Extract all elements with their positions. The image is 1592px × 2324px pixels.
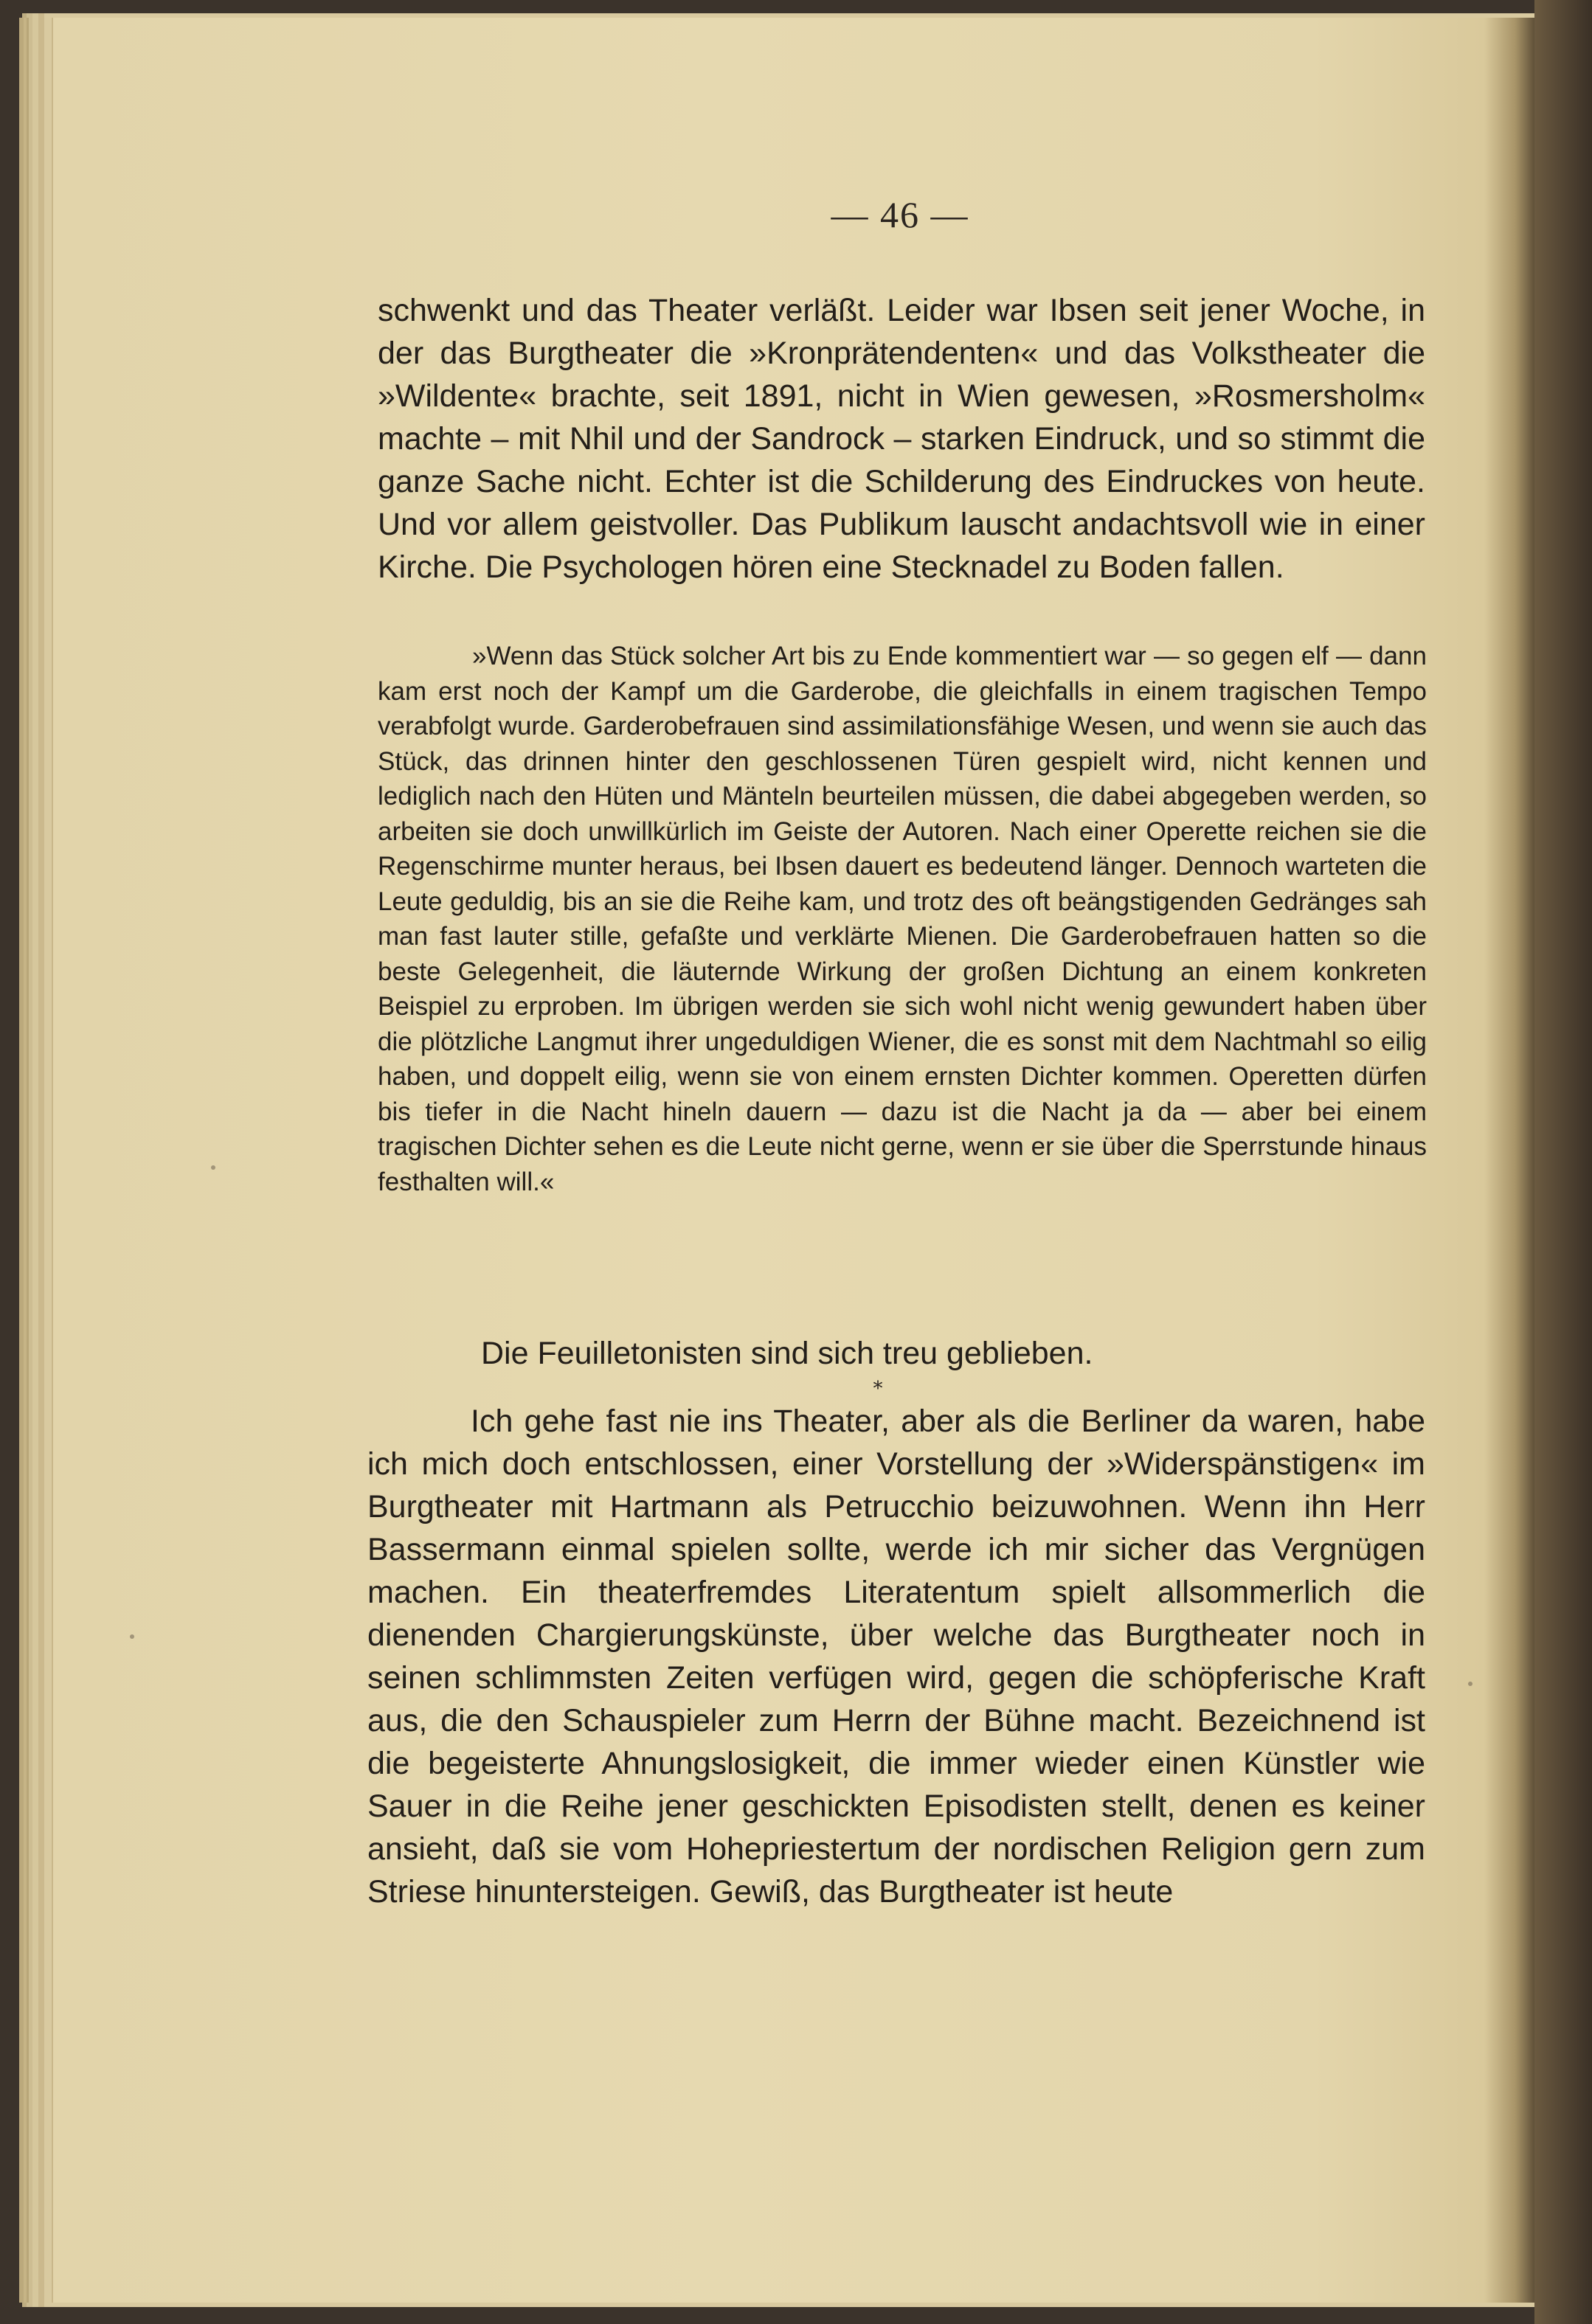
paragraph-2: Die Feuilletonisten sind sich treu geblieben. [481, 1336, 1093, 1371]
page-gutter-shadow [1484, 18, 1536, 2303]
paper-speck [130, 1634, 134, 1639]
quote-block [378, 639, 1427, 1199]
page-number: — 46 — [831, 194, 969, 235]
paragraph-1: schwenkt und das Theater verläßt. Leider war Ibsen seit jener Woche, in der das Burgtheater die »Kronprätendenten« und das Volkstheater die »Wildente« brachte, seit 1891, nicht in Wien gewesen, »Rosmersholm« machte – mit Nhil und der Sandrock – starken Eindruck, und so stimmt die ganze Sache nicht. Echter ist die Schilderung des Eindruckes von heute. Und vor allem geistvoller. Das Publikum lauscht andachtsvoll wie in einer Kirche. Die Psychologen hören eine Stecknadel zu Boden fallen. [378, 293, 1425, 585]
paper-speck [211, 1165, 215, 1170]
book-spine [1534, 0, 1592, 2324]
quote-paragraph: »Wenn das Stück solcher Art bis zu Ende kommentiert war — so gegen elf — dann kam erst noch der Kampf um die Garderobe, die gleichfalls in einem tragischen Tempo verabfolgt wurde. Garderobefrauen sind assimilationsfähige Wesen, und wenn sie auch das Stück, das drinnen hinter den geschlossenen Türen gespielt wird, nicht kennen und lediglich nach den Hüten und Mänteln beurteilen müssen, die dabei abgegeben werden, so arbeiten sie doch unwillkürlich im Geiste der Autoren. Nach einer Operette reichen sie die Regenschirme munter heraus, bei Ibsen dauert es bedeutend länger. Dennoch warteten die Leute geduldig, bis an sie die Reihe kam, und trotz des oft beängstigenden Gedränges sah man fast lauter stille, gefaßte und verklärte Mienen. Die Garderobefrauen hatten so die beste Gelegenheit, die läuternde Wirkung der großen Dichtung an einem konkreten Beispiel zu erproben. Im übrigen werden sie sich wohl nicht wenig gewundert haben über die plötzliche Langmut ihrer ungeduldigen Wiener, die es sonst mit dem Nachtmahl so eilig haben, und doppelt eilig, wenn sie von einem ernsten Dichter kommen. Operetten dürfen bis tiefer in die Nacht hineln dauern — dazu ist die Nacht ja da — aber bei einem tragischen Dichter sehen es die Leute nicht gerne, wenn er sie über die Sperrstunde hinaus festhalten will.« [378, 642, 1427, 1196]
paragraph-1-block [378, 289, 1425, 589]
paragraph-3-block [367, 1400, 1425, 1913]
paragraph-2-block [378, 1332, 1425, 1375]
paper-speck [1468, 1682, 1472, 1686]
section-separator: * [873, 1378, 883, 1400]
paragraph-3: Ich gehe fast nie ins Theater, aber als die Berliner da waren, habe ich mich doch entschlossen, einer Vorstellung der »Widerspänstigen« im Burgtheater mit Hartmann als Petrucchio beizuwohnen. Wenn ihn Herr Bassermann einmal spielen sollte, werde ich mir sicher das Vergnügen machen. Ein theaterfremdes Literatentum spielt allsommerlich die dienenden Chargierungskünste, über welche das Burgtheater noch in seinen schlimmsten Zeiten verfügen wird, gegen die schöpferische Kraft aus, die den Schauspieler zum Herrn der Bühne macht. Bezeichnend ist die begeisterte Ahnungslosigkeit, die immer wieder einen Künstler wie Sauer in die Reihe jener geschickten Episodisten stellt, denen es keiner ansieht, daß sie vom Hohepriestertum der nordischen Religion gern zum Striese hinuntersteigen. Gewiß, das Burgtheater ist heute [367, 1404, 1425, 1910]
